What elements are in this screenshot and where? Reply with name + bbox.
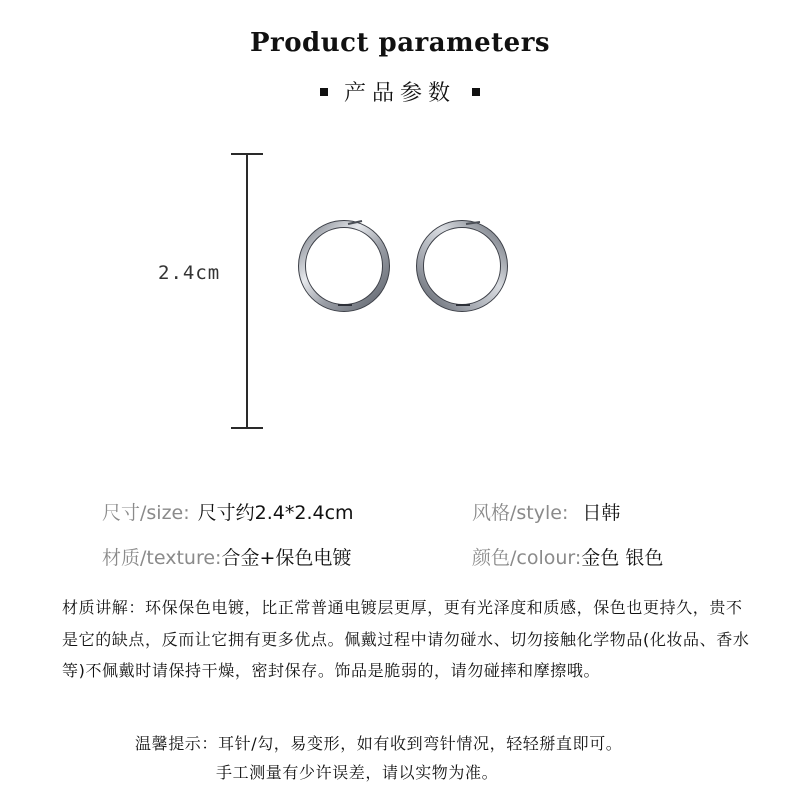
chinese-title: 产品参数 [343, 81, 456, 106]
dimension-label: 2.4cm [158, 262, 221, 284]
spec-style-key: 风格/style: [472, 502, 569, 524]
spec-style [472, 498, 620, 525]
spec-texture-value: 合金+保色电镀 [221, 547, 352, 569]
spec-colour-value: 金色 银色 [581, 547, 664, 569]
measurement-note: 手工测量有少许误差，请以实物为准。 [216, 763, 499, 782]
dimension-line [231, 154, 263, 428]
material-description: 材质讲解：环保保色电镀，比正常普通电镀层更厚，更有光泽度和质感，保色也更持久，贵不是它的缺点，反而让它拥有更多优点。佩戴过程中请勿碰水、切勿接触化学物品(化妆品、香水等)不佩戴时请保持干燥，密封保存。饰品是脆弱的，请勿碰摔和摩擦哦。 [62, 598, 750, 680]
spec-colour-key: 颜色/colour: [472, 547, 582, 569]
spec-texture-key: 材质/texture: [102, 547, 222, 569]
spec-colour [472, 543, 663, 570]
care-tip: 温馨提示：耳针/勾，易变形，如有收到弯针情况，轻轻掰直即可。 [135, 734, 623, 753]
spec-size [102, 498, 354, 525]
spec-size-value: 尺寸约2.4*2.4cm [197, 502, 354, 524]
spec-style-value: 日韩 [582, 502, 621, 524]
spec-size-key: 尺寸/size: [102, 502, 190, 524]
spec-texture [102, 543, 351, 570]
product-parameters-title: Product parameters [249, 28, 551, 58]
right-hoop-earring [420, 222, 504, 308]
left-hoop-earring [302, 221, 386, 308]
